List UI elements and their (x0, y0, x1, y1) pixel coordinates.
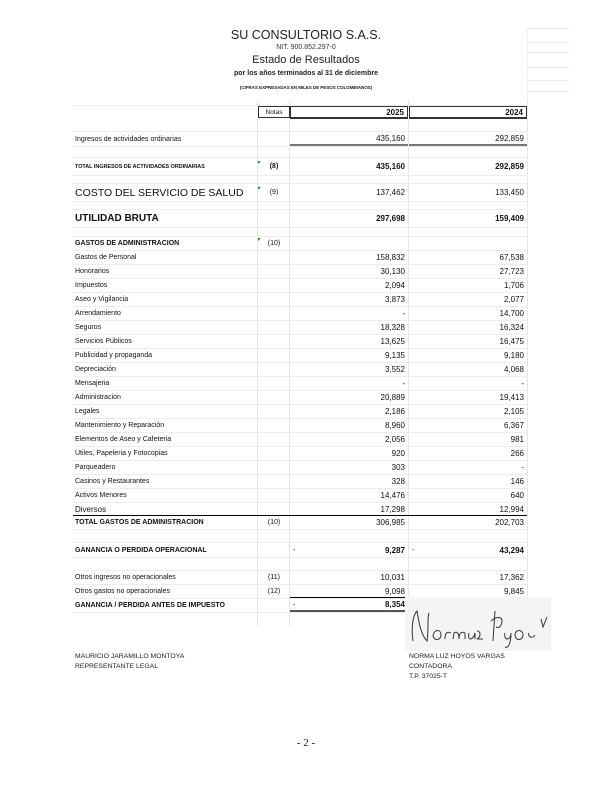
value-2024: 133,450 (495, 188, 524, 197)
table-row (73, 516, 527, 530)
value-2025: 2,186 (384, 407, 405, 416)
value-2025: 297,698 (376, 214, 405, 223)
row-label: Mantenimiento y Reparación (75, 422, 165, 429)
statement-title: Estado de Resultados (252, 54, 360, 66)
value-2024: 16,475 (499, 337, 524, 346)
value-2024: 9,845 (409, 585, 527, 598)
value-2024: 27,723 (499, 267, 524, 276)
value-2025: 435,160 (290, 132, 408, 146)
table-row (73, 419, 527, 433)
accountant-block (409, 652, 505, 682)
value-2024: - (521, 379, 524, 388)
negative-sign: - (293, 546, 296, 554)
grid-line (527, 42, 569, 43)
notes-header: Notas (258, 106, 290, 118)
column-header-row (73, 106, 527, 119)
note-ref: (12) (267, 588, 281, 595)
table-row (73, 433, 527, 447)
row-label: Seguros (75, 324, 102, 331)
table-row (73, 489, 527, 503)
value-2025: 9,287 (384, 545, 405, 555)
row-label: Aseo y Vigilancia (75, 296, 129, 303)
value-2025: 3,873 (384, 295, 405, 304)
value-2025: 30,130 (380, 267, 405, 276)
value-2024: 981 (510, 435, 524, 444)
company-name: SU CONSULTORIO S.A.S. (230, 28, 382, 42)
row-label: Otros ingresos no operacionales (75, 574, 176, 581)
table-row (73, 461, 527, 475)
value-2024: 266 (510, 449, 524, 458)
accountant-signature-image (405, 597, 551, 651)
row-label: Diversos (75, 504, 107, 514)
value-2024: 6,367 (503, 421, 524, 430)
accountant-role: CONTADORA (409, 663, 452, 670)
grid-line (527, 28, 569, 29)
row-label: Elementos de Aseo y Cafeteria (75, 436, 172, 443)
table-row (73, 279, 527, 293)
row-label: TOTAL INGRESOS DE ACTIVIDADES ORDINARIAS (75, 163, 205, 170)
value-2024: 159,409 (495, 214, 524, 223)
value-2025: 2,094 (384, 281, 405, 290)
table-row (73, 335, 527, 349)
value-2025: 303 (391, 463, 405, 472)
value-2025: 9,135 (384, 351, 405, 360)
value-2024: 292,859 (495, 162, 524, 171)
grid-line (527, 80, 569, 81)
table-row (73, 265, 527, 279)
value-2024: - (521, 463, 524, 472)
table-row (73, 543, 527, 558)
row-label: Gastos de Personal (75, 254, 137, 261)
spacer-row (73, 228, 527, 237)
row-label: Ingresos de actividades ordinarias (75, 135, 182, 143)
value-2025: 158,832 (376, 253, 405, 262)
value-2024: 202,703 (495, 518, 524, 527)
value-2024: 16,324 (499, 323, 524, 332)
value-2025: 18,328 (380, 323, 405, 332)
value-2024: 640 (510, 491, 524, 500)
value-2025: 9,098 (290, 585, 408, 598)
row-label: UTILIDAD BRUTA (75, 213, 159, 224)
spacer-row (73, 119, 527, 132)
spacer-row (73, 202, 527, 210)
note-ref: (9) (269, 189, 279, 196)
row-label: Administracion (75, 394, 121, 401)
accountant-name: NORMA LUZ HOYOS VARGAS (409, 653, 505, 660)
table-row (73, 237, 527, 251)
table-row (73, 210, 527, 228)
negative-sign: - (412, 546, 415, 554)
grid-line (527, 52, 569, 53)
statement-period: por los años terminados al 31 de diciembre (234, 70, 378, 77)
year-2025-header: 2025 (290, 106, 408, 119)
table-row (73, 321, 527, 335)
table-row (73, 377, 527, 391)
value-2025: - (402, 309, 405, 318)
value-2024: 12,994 (499, 504, 524, 514)
value-2024: 14,700 (499, 309, 524, 318)
legal-representative-name: MAURICIO JARAMILLO MONTOYA (75, 653, 185, 660)
value-2025: 20,889 (380, 393, 405, 402)
value-2025: 14,476 (380, 491, 405, 500)
row-label: Publicidad y propaganda (75, 352, 153, 359)
row-label: Servicios Públicos (75, 338, 132, 345)
grid-line (527, 91, 569, 92)
spacer-row (73, 558, 527, 571)
row-label: Honorarios (75, 268, 110, 275)
value-2025: 328 (391, 477, 405, 486)
row-label: Otros gastos no operacionales (75, 588, 170, 595)
value-2024: 292,859 (409, 132, 527, 146)
table-row (73, 251, 527, 265)
table-row (73, 307, 527, 321)
value-2025: 8,354 (290, 599, 408, 612)
table-row (73, 405, 527, 419)
note-ref: (11) (268, 574, 280, 581)
value-2025: 17,298 (380, 504, 405, 514)
row-label: GANANCIA / PERDIDA ANTES DE IMPUESTO (75, 602, 225, 609)
row-label: Activos Menores (75, 492, 127, 499)
accountant-license: T.P. 37025-T (409, 673, 448, 680)
value-2024: 43,294 (499, 545, 524, 555)
table-row (73, 349, 527, 363)
value-2025: - (402, 379, 405, 388)
negative-sign: - (293, 602, 296, 609)
value-2025: 306,985 (376, 518, 405, 527)
table-row (73, 363, 527, 377)
row-label: Parqueadero (75, 464, 116, 471)
income-statement-table (73, 100, 527, 626)
row-label: GANANCIA O PERDIDA OPERACIONAL (75, 546, 207, 554)
value-2025: 13,625 (380, 337, 405, 346)
note-ref: (10) (267, 519, 281, 526)
row-label: Mensajeria (75, 380, 110, 387)
table-row (73, 132, 527, 147)
year-2024-header: 2024 (409, 106, 527, 119)
row-label: Arrendamiento (75, 310, 121, 317)
table-row (73, 447, 527, 461)
signature-icon (405, 597, 551, 651)
company-nit: NIT. 900.852.297-0 (276, 44, 336, 51)
value-2024: 146 (510, 477, 524, 486)
spacer-row (73, 176, 527, 184)
value-2024: 67,538 (499, 253, 524, 262)
table-row (73, 184, 527, 202)
table-row (73, 571, 527, 585)
table-row (73, 391, 527, 405)
table-row (73, 503, 527, 516)
table-row (73, 158, 527, 176)
table-row (73, 293, 527, 307)
page-number: - 2 - (296, 737, 316, 749)
row-label: GASTOS DE ADMINISTRACION (75, 240, 180, 247)
table-row (73, 475, 527, 489)
row-label: TOTAL GASTOS DE ADMINISTRACION (75, 519, 204, 526)
value-2025: 920 (391, 449, 405, 458)
value-2025: 10,031 (380, 573, 405, 582)
note-ref: (10) (267, 240, 281, 247)
spacer-row (73, 530, 527, 543)
value-2025: 3,552 (384, 365, 405, 374)
value-2024: 1,706 (503, 281, 524, 290)
note-ref: (8) (269, 163, 279, 170)
row-label: Utiles, Papeleria y Fotocopias (75, 450, 168, 457)
value-2024: 4,068 (503, 365, 524, 374)
value-2025: 435,160 (376, 162, 405, 171)
value-2024: 2,077 (503, 295, 524, 304)
row-label: Impuestos (75, 282, 108, 289)
row-label: COSTO DEL SERVICIO DE SALUD (75, 186, 244, 199)
value-2024: 9,180 (503, 351, 524, 360)
legal-representative-role: REPRESENTANTE LEGAL (75, 663, 158, 670)
value-2025: 8,960 (384, 421, 405, 430)
spacer-row (73, 147, 527, 158)
row-label: Depreciación (75, 366, 116, 373)
value-2024: 19,413 (499, 393, 524, 402)
grid-line (527, 67, 569, 68)
row-label: Legales (75, 408, 100, 415)
value-2024: 2,105 (503, 407, 524, 416)
value-2024: 17,362 (499, 573, 524, 582)
value-2025: 2,056 (384, 435, 405, 444)
legal-representative-block (75, 652, 184, 672)
units-note: (CIFRAS EXPRESADAS EN MILES DE PESOS COLOMBIANOS) (239, 85, 373, 90)
row-label: Casinos y Restaurantes (75, 478, 150, 485)
value-2025: 137,462 (376, 188, 405, 197)
